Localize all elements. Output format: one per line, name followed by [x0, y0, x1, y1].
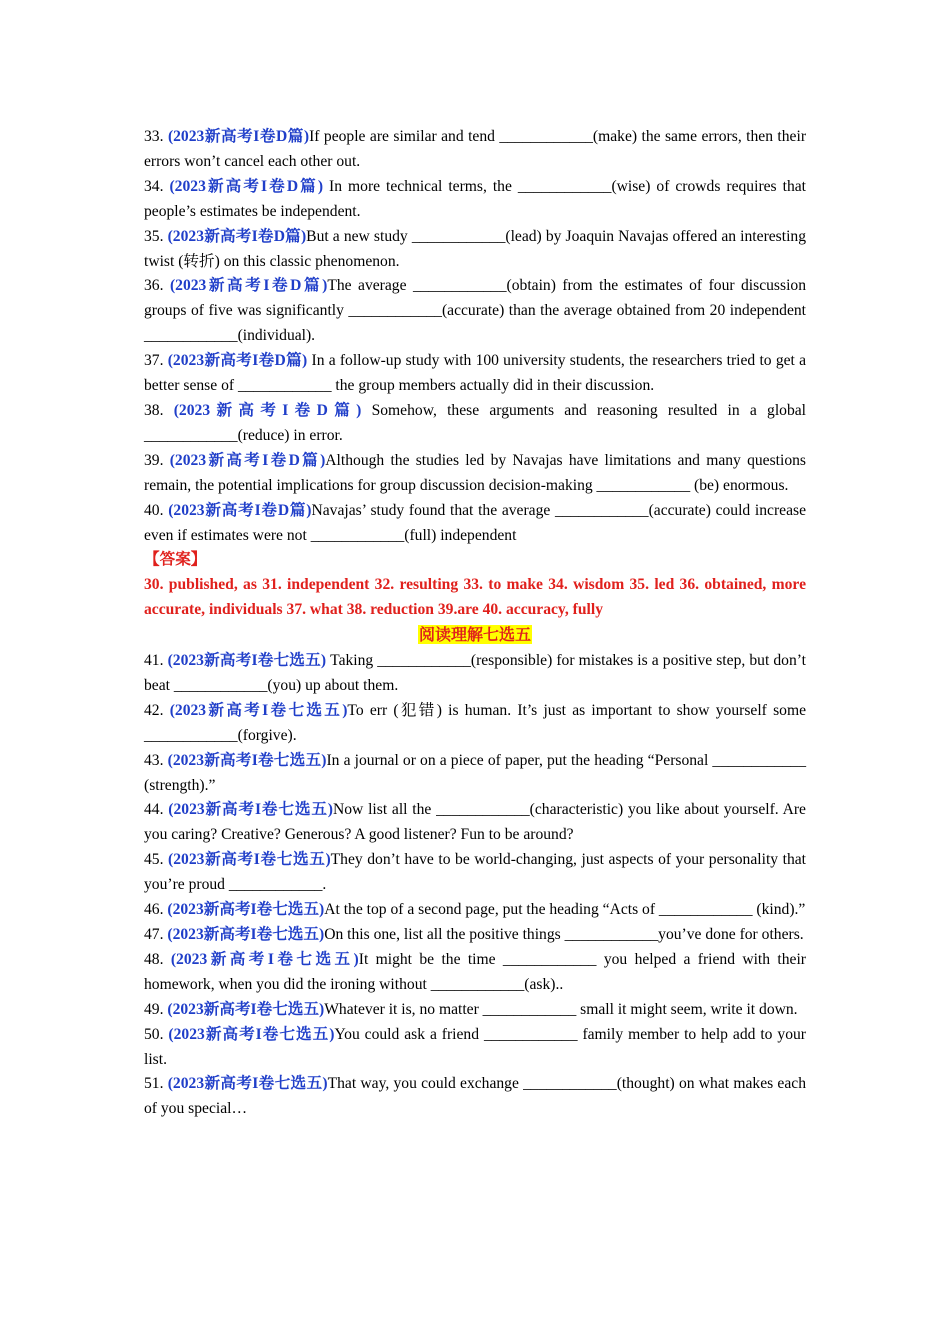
answer-heading: 【答案】 — [144, 551, 207, 569]
question-number: 36. — [144, 277, 170, 295]
question-item — [144, 923, 806, 948]
question-item — [144, 175, 806, 225]
question-source: (2023新高考I卷七选五) — [167, 652, 327, 670]
question-item — [144, 798, 806, 848]
question-text: Although the studies led by Navajas have limitations and many questions remain, the potential implications for group discussion decision-making ____________ (be) enormous. — [144, 451, 807, 494]
question-text: Somehow, these arguments and reasoning resulted in a global ____________(reduce) in error. — [144, 401, 807, 444]
question-source: (2023新高考I卷D篇) — [173, 401, 362, 419]
question-source: (2023新高考I卷D篇) — [168, 501, 312, 519]
question-number: 44. — [144, 801, 169, 819]
question-number: 47. — [144, 926, 168, 943]
question-item — [144, 1072, 806, 1122]
question-item — [144, 274, 806, 349]
question-item — [144, 499, 806, 549]
question-text: It might be the time ____________ you helped a friend with their homework, when you did the ironing without ____________(ask).. — [144, 950, 806, 993]
question-item — [144, 399, 806, 449]
question-item — [144, 898, 806, 923]
question-item — [144, 1023, 806, 1073]
question-number: 51. — [144, 1075, 168, 1093]
question-item — [144, 649, 806, 699]
question-text: You could ask a friend ____________ family member to help add to your list. — [144, 1025, 806, 1068]
section-title-text: 阅读理解七选五 — [418, 625, 531, 645]
question-source: (2023新高考I卷D篇) — [167, 352, 308, 370]
question-number: 46. — [144, 901, 168, 919]
answer-text: 30. published, as 31. independent 32. resulting 33. to make 34. wisdom 35. led 36. obtained, more accurate, individuals 37. what 38. reduction 39.are 40. accuracy, fully — [144, 576, 806, 619]
question-item — [144, 948, 806, 998]
question-text: At the top of a second page, put the heading “Acts of ____________ (kind).” — [324, 901, 806, 919]
question-item — [144, 749, 806, 799]
question-text: The average ____________(obtain) from the estimates of four discussion groups of five was significantly ____________(accurate) than the average obtained from 20 independent ____________(individual). — [144, 277, 806, 345]
question-item — [144, 848, 806, 898]
question-text: In a follow-up study with 100 university students, the researchers tried to get a better sense of ____________ the group members actually did in their discussion. — [144, 352, 807, 395]
question-number: 34. — [144, 177, 170, 195]
question-item — [144, 349, 806, 399]
question-text: Now list all the ____________(characteristic) you like about yourself. Are you caring? Creative? Generous? A good listener? Fun to be around? — [144, 801, 806, 844]
question-number: 38. — [144, 401, 174, 419]
question-item — [144, 998, 806, 1023]
question-number: 43. — [144, 751, 168, 769]
question-text: Whatever it is, no matter ____________ small it might seem, write it down. — [324, 1000, 798, 1018]
question-text: If people are similar and tend ____________(make) the same errors, then their errors won’t cancel each other out. — [144, 128, 807, 170]
question-text: But a new study ____________(lead) by Joaquin Navajas offered an interesting twist (转折) on this classic phenomenon. — [144, 227, 807, 270]
question-source: (2023新高考I卷D篇) — [167, 128, 310, 145]
question-text: That way, you could exchange ____________(thought) on what makes each of you special… — [144, 1075, 806, 1118]
question-number: 41. — [144, 652, 168, 670]
question-source: (2023新高考I卷D篇) — [169, 277, 328, 295]
question-source: (2023新高考I卷七选五) — [168, 801, 333, 819]
question-source: (2023新高考I卷七选五) — [167, 901, 325, 919]
question-source: (2023新高考I卷七选五) — [168, 1025, 335, 1043]
question-number: 49. — [144, 1000, 168, 1018]
question-item — [144, 225, 806, 275]
question-number: 42. — [144, 701, 170, 719]
question-item — [144, 125, 806, 175]
question-text: Navajas’ study found that the average ____________(accurate) could increase even if estimates were not ____________(full) independent — [144, 501, 807, 544]
section-title — [144, 623, 806, 649]
question-list-d — [144, 125, 806, 548]
question-source: (2023新高考I卷七选五) — [168, 851, 331, 869]
question-number: 50. — [144, 1025, 169, 1043]
question-text: In more technical terms, the ____________(wise) of crowds requires that people’s estimates be independent. — [144, 177, 806, 220]
document-content — [144, 125, 806, 1122]
question-source: (2023新高考I卷七选五) — [167, 926, 325, 943]
question-text: In a journal or on a piece of paper, put the heading “Personal ____________ (strength).” — [144, 751, 806, 794]
question-number: 37. — [144, 352, 168, 370]
question-item — [144, 699, 806, 749]
question-source: (2023新高考I卷D篇) — [169, 177, 324, 195]
question-source: (2023新高考I卷D篇) — [169, 451, 326, 469]
question-number: 35. — [144, 227, 168, 245]
question-source: (2023新高考I卷D篇) — [167, 227, 307, 245]
question-text: They don’t have to be world-changing, just aspects of your personality that you’re proud ____________. — [144, 851, 806, 894]
question-text: To err (犯错) is human. It’s just as important to show yourself some ____________(forgive). — [144, 701, 806, 744]
question-source: (2023新高考I卷七选五) — [167, 1075, 328, 1093]
question-number: 45. — [144, 851, 169, 869]
question-source: (2023新高考I卷七选五) — [169, 701, 348, 719]
question-number: 39. — [144, 451, 170, 469]
question-list-seven-choose-five — [144, 649, 806, 1122]
question-text: On this one, list all the positive things ____________you’ve done for others. — [324, 926, 804, 943]
question-number: 48. — [144, 950, 171, 968]
question-item — [144, 449, 806, 499]
question-source: (2023新高考I卷七选五) — [167, 1000, 325, 1018]
question-text: Taking ____________(responsible) for mistakes is a positive step, but don’t beat ____________(you) up about them. — [144, 652, 806, 694]
question-source: (2023新高考I卷七选五) — [167, 751, 327, 769]
question-source: (2023新高考I卷七选五) — [170, 950, 359, 968]
question-number: 33. — [144, 128, 168, 145]
question-number: 40. — [144, 501, 169, 519]
